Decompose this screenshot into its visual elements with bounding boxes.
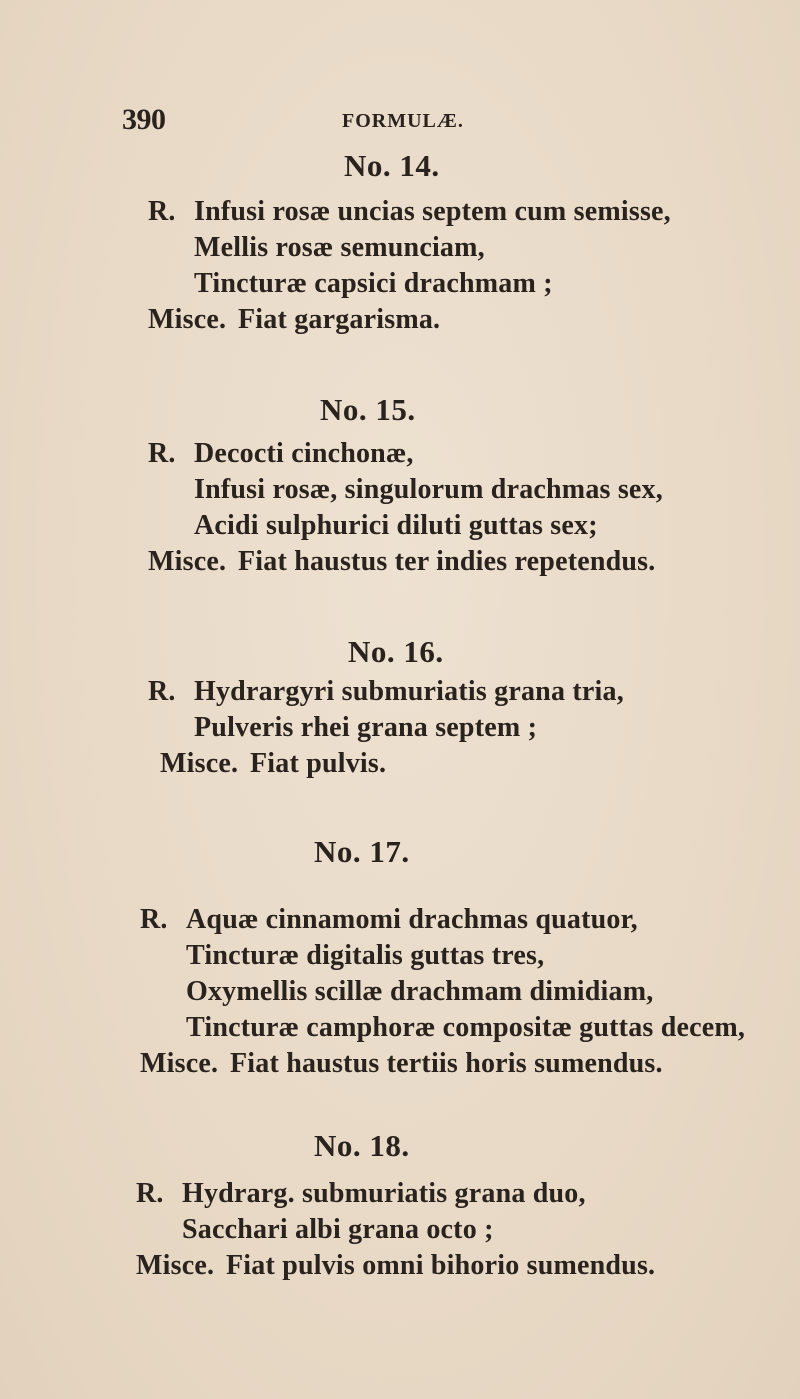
ingredient-text: Aquæ cinnamomi drachmas quatuor, xyxy=(186,904,638,935)
misce-label: Misce. xyxy=(136,1250,215,1281)
ingredient-text: Hydrarg. submuriatis grana duo, xyxy=(182,1178,586,1209)
direction-line xyxy=(160,748,386,780)
misce-label: Misce. xyxy=(160,748,239,779)
ingredient-line: Oxymellis scillæ drachmam dimidiam, xyxy=(186,976,654,1007)
direction-text: Fiat haustus tertiis horis sumendus. xyxy=(230,1048,663,1079)
ingredient-line xyxy=(148,438,414,470)
formula-heading: No. 16. xyxy=(348,634,444,669)
recipe-symbol: R. xyxy=(148,676,176,707)
ingredient-line: Tincturæ digitalis guttas tres, xyxy=(186,940,545,971)
formula-heading: No. 15. xyxy=(320,392,416,427)
ingredient-line: Acidi sulphurici diluti guttas sex; xyxy=(194,510,598,541)
direction-text: Fiat haustus ter indies repetendus. xyxy=(238,546,656,577)
direction-text: Fiat pulvis. xyxy=(250,748,387,779)
running-head xyxy=(122,103,682,143)
ingredient-line: Sacchari albi grana octo ; xyxy=(182,1214,494,1245)
ingredient-line: Infusi rosæ, singulorum drachmas sex, xyxy=(194,474,663,505)
recipe-symbol: R. xyxy=(148,438,176,469)
ingredient-line xyxy=(136,1178,586,1210)
formula-heading: No. 17. xyxy=(314,834,410,869)
direction-line xyxy=(140,1048,663,1080)
direction-line xyxy=(148,546,655,578)
formula-heading: No. 18. xyxy=(314,1128,410,1163)
direction-text: Fiat gargarisma. xyxy=(238,304,441,335)
running-title: FORMULÆ. xyxy=(342,110,464,132)
ingredient-text: Infusi rosæ uncias septem cum semisse, xyxy=(194,196,671,227)
ingredient-line xyxy=(148,196,671,228)
direction-line xyxy=(136,1250,655,1282)
ingredient-text: Decocti cinchonæ, xyxy=(194,438,414,469)
direction-text: Fiat pulvis omni bihorio sumendus. xyxy=(226,1250,656,1281)
recipe-symbol: R. xyxy=(148,196,176,227)
ingredient-line: Mellis rosæ semunciam, xyxy=(194,232,485,263)
ingredient-line: Pulveris rhei grana septem ; xyxy=(194,712,538,743)
ingredient-line: Tincturæ capsici drachmam ; xyxy=(194,268,553,299)
ingredient-line xyxy=(140,904,638,936)
ingredient-line: Tincturæ camphoræ compositæ guttas decem, xyxy=(186,1012,746,1043)
recipe-symbol: R. xyxy=(136,1178,164,1209)
misce-label: Misce. xyxy=(148,304,227,335)
misce-label: Misce. xyxy=(140,1048,219,1079)
direction-line xyxy=(148,304,440,336)
ingredient-text: Hydrargyri submuriatis grana tria, xyxy=(194,676,624,707)
page-number: 390 xyxy=(122,103,166,136)
formula-heading: No. 14. xyxy=(344,148,440,183)
misce-label: Misce. xyxy=(148,546,227,577)
recipe-symbol: R. xyxy=(140,904,168,935)
ingredient-line xyxy=(148,676,624,708)
